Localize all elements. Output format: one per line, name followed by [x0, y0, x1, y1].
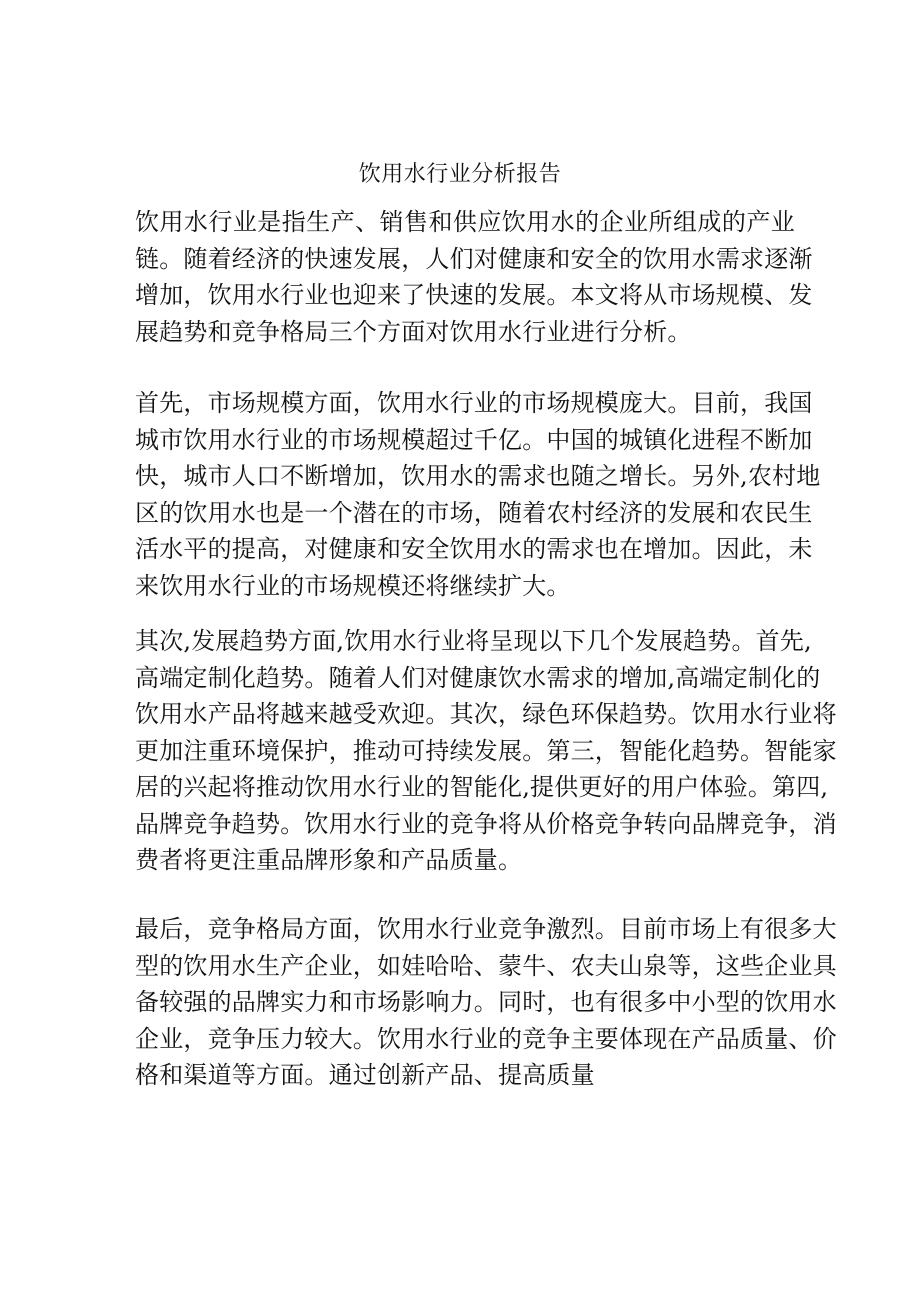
paragraph [135, 204, 813, 350]
text-line: 首先，市场规模方面，饮用水行业的市场规模庞大。目前，我国 [135, 389, 813, 417]
text-line: 快，城市人口不断增加，饮用水的需求也随之增长。另外,农村地 [135, 462, 821, 490]
paragraph [135, 911, 837, 1094]
text-line: 费者将更注重品牌形象和产品质量。 [135, 846, 523, 874]
text-line: 品牌竞争趋势。饮用水行业的竞争将从价格竞争转向品牌竞争，消 [135, 809, 837, 838]
text-line: 更加注重环境保护，推动可持续发展。第三，智能化趋势。智能家 [135, 736, 837, 765]
paragraph-competition [135, 911, 837, 1094]
text-line: 最后，竞争格局方面，饮用水行业竞争激烈。目前市场上有很多大 [135, 915, 837, 943]
text-line: 其次,发展趋势方面,饮用水行业将呈现以下几个发展趋势。首先, [135, 627, 812, 655]
text-line: 城市饮用水行业的市场规模超过千亿。中国的城镇化进程不断加 [135, 425, 813, 454]
text-line: 型的饮用水生产企业，如娃哈哈、蒙牛、农夫山泉等，这些企业具 [135, 951, 837, 980]
text-line: 格和渠道等方面。通过创新产品、提高质量 [135, 1061, 595, 1089]
text-line: 展趋势和竞争格局三个方面对饮用水行业进行分析。 [135, 317, 692, 346]
text-line: 链。随着经济的快速发展，人们对健康和安全的饮用水需求逐渐 [135, 244, 813, 273]
text-line: 饮用水产品将越来越受欢迎。其次，绿色环保趋势。饮用水行业将 [135, 700, 837, 728]
paragraph-market-size [135, 385, 821, 604]
text-line: 备较强的品牌实力和市场影响力。同时，也有很多中小型的饮用水 [135, 988, 837, 1016]
text-line: 来饮用水行业的市场规模还将继续扩大。 [135, 571, 571, 600]
paragraph-trends [135, 623, 837, 879]
text-line: 居的兴起将推动饮用水行业的智能化,提供更好的用户体验。第四, [135, 773, 829, 801]
text-line: 区的饮用水也是一个潜在的市场，随着农村经济的发展和农民生 [135, 498, 813, 527]
paragraph [135, 385, 821, 604]
text-line: 企业，竞争压力较大。饮用水行业的竞争主要体现在产品质量、价 [135, 1024, 837, 1053]
text-line: 活水平的提高，对健康和安全饮用水的需求也在增加。因此，未 [135, 535, 813, 563]
paragraph-intro [135, 204, 813, 350]
text-line: 高端定制化趋势。随着人们对健康饮水需求的增加,高端定制化的 [135, 663, 821, 692]
paragraph [135, 623, 837, 879]
document-title: 饮用水行业分析报告 [358, 162, 562, 187]
text-line: 饮用水行业是指生产、销售和供应饮用水的企业所组成的产业 [135, 208, 795, 236]
text-line: 增加，饮用水行业也迎来了快速的发展。本文将从市场规模、发 [135, 281, 813, 309]
